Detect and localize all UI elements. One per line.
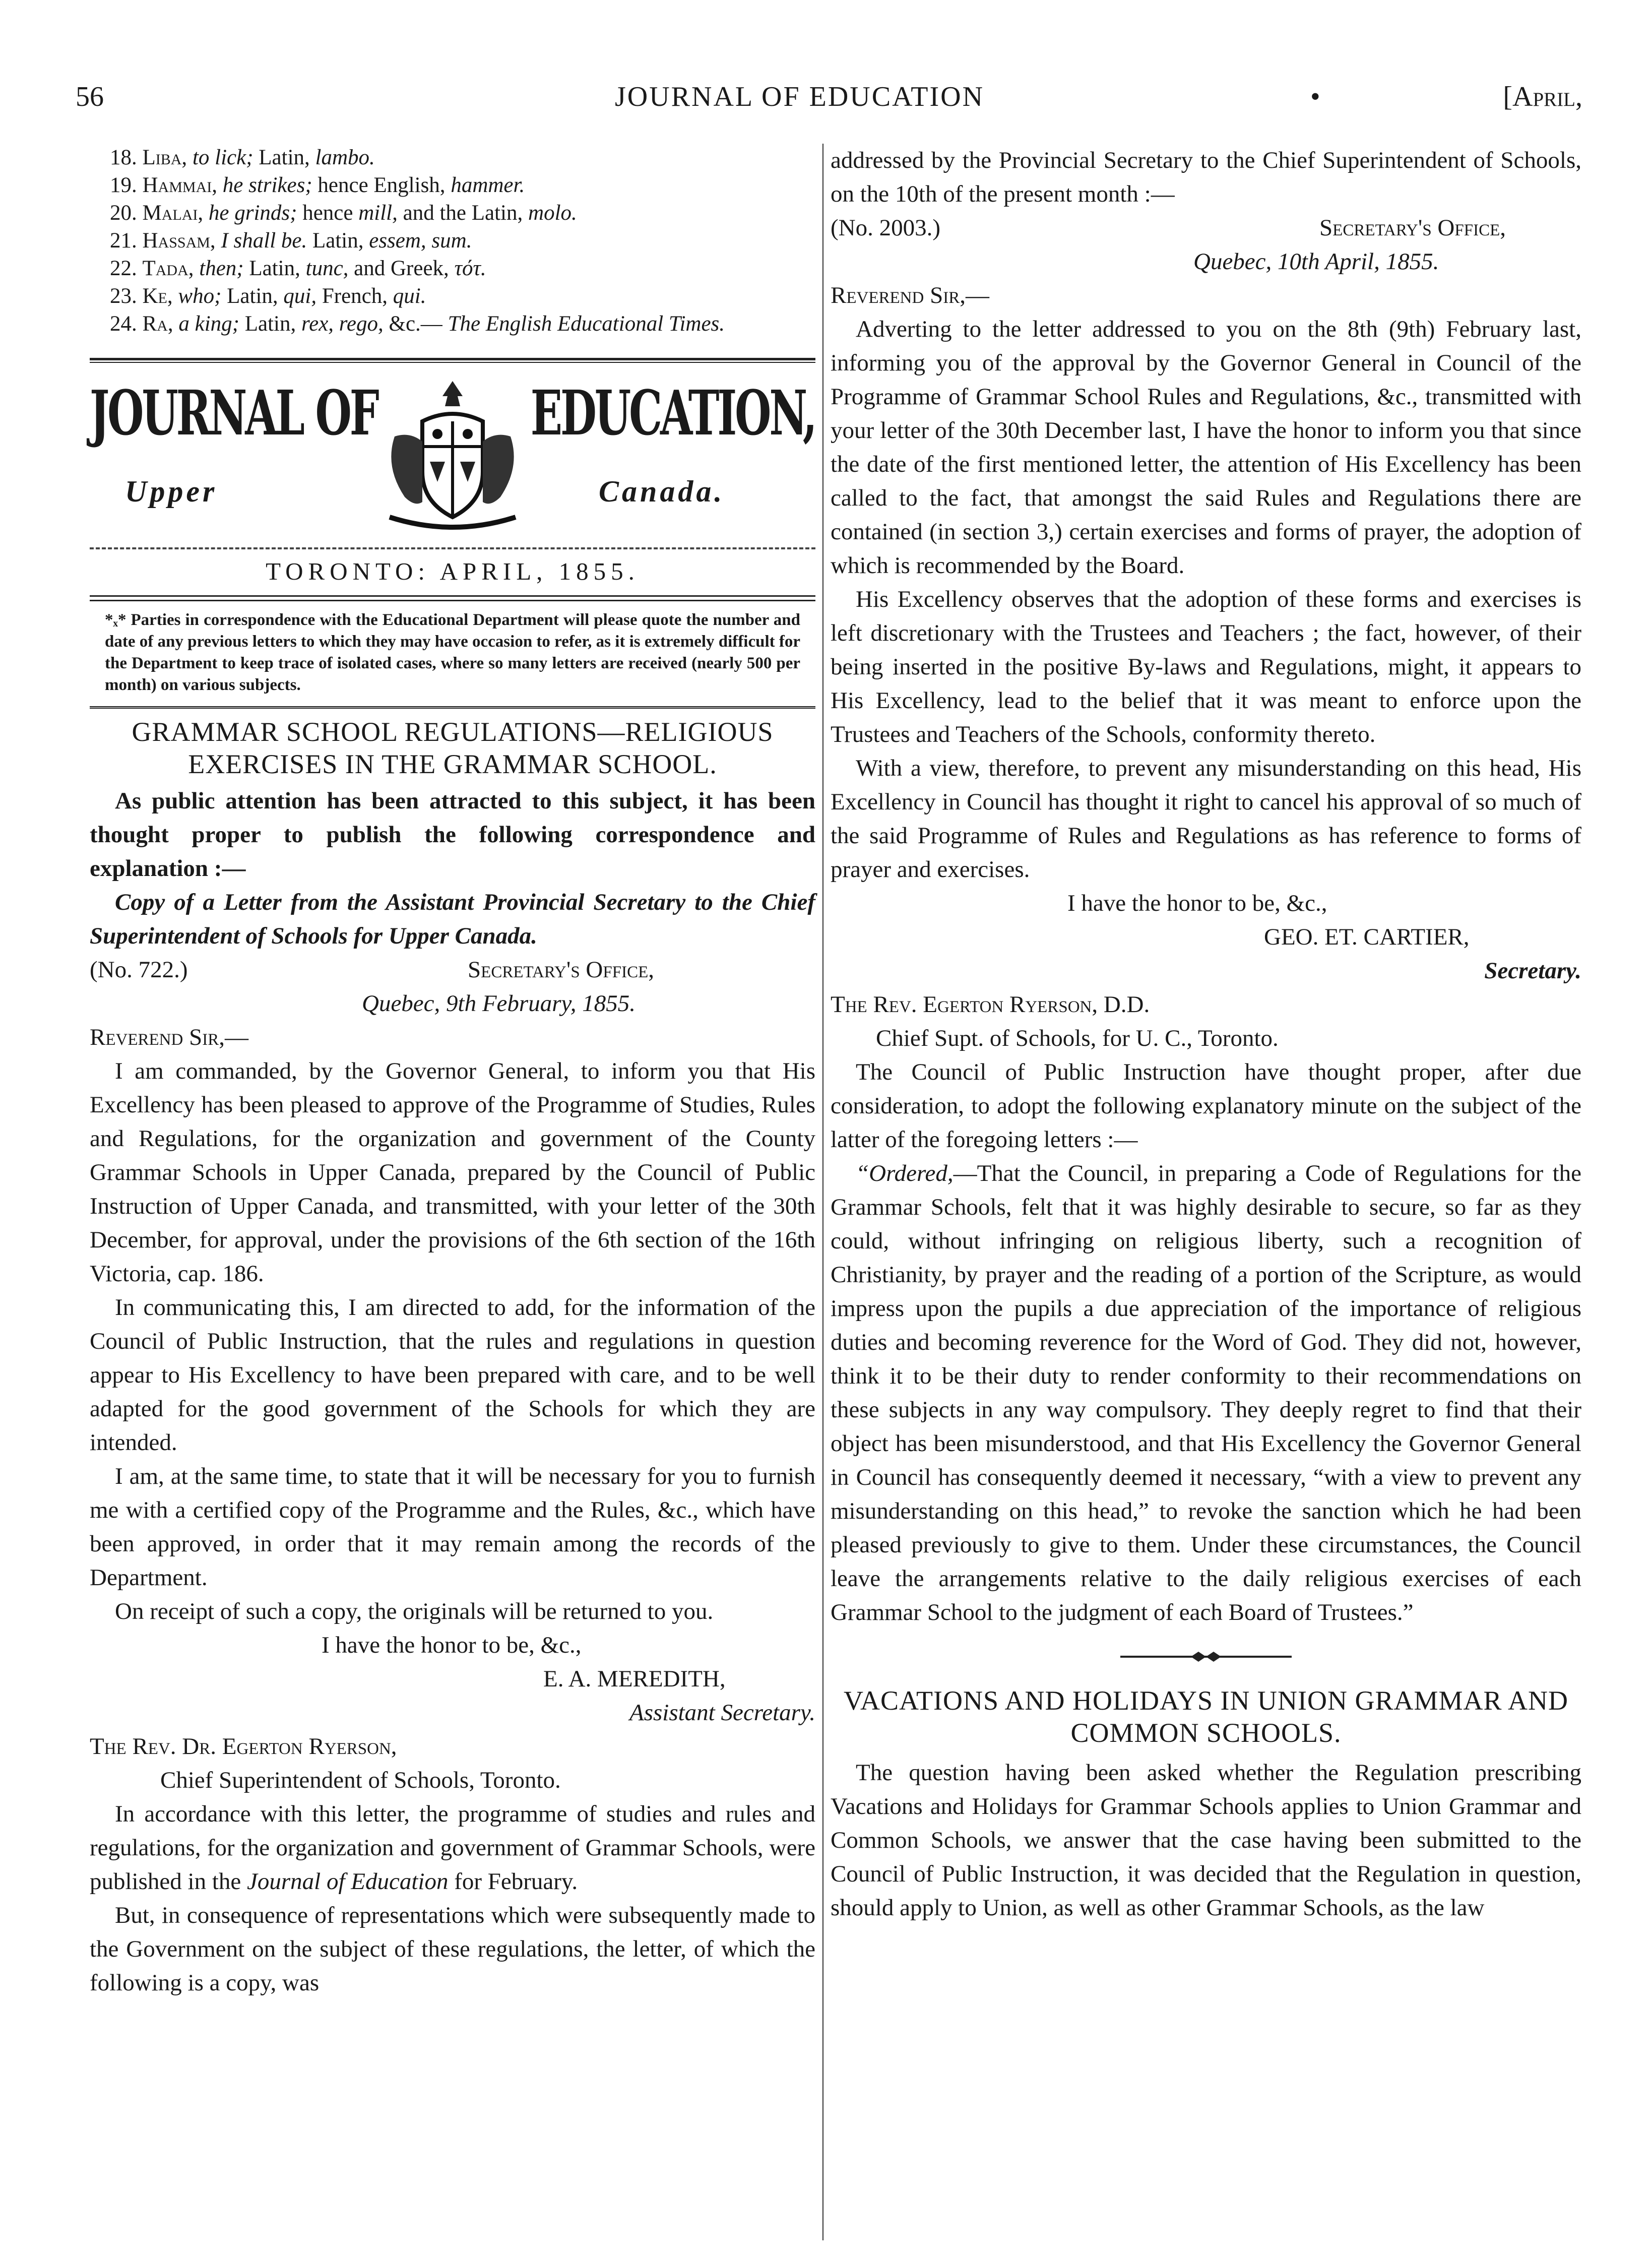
coat-of-arms-icon bbox=[374, 376, 531, 537]
running-header bbox=[76, 81, 1582, 121]
body-paragraph: In accordance with this letter, the programme of studies and rules and regulations, for the organization and government of Grammar Schools, were published in the Journal of Education for February. bbox=[90, 1801, 815, 1895]
minute-paragraph: “Ordered,—That the Council, in preparing a Code of Regulations for the Grammar Schools, felt that it was highly desirable to secure, so far as they could, without infringing on religious liberty, such a recognition of Christianity, by prayer and the reading of a portion of the Scripture, as would impress upon the pupils a due appreciation of the importance of religious duties and becoming reverence for the Word of God. They did not, however, think it to be their duty to render conformity to their recommendations on these subjects in any way compulsory. They deeply regret to find that their object has been misunderstood, and that His Excellency the Governor General in Council has consequently deemed it necessary, “with a view to prevent any misunderstanding on this head,” to revoke the sanction which he had been pleased previously to give to them. Under these circumstances, the Council leave the arrangements relative to the daily religious exercises of each Grammar School to the judgment of each Board of Trustees.” bbox=[831, 1160, 1581, 1625]
letter-paragraph: With a view, therefore, to prevent any misunderstanding on this head, His Excellency in Council has thought it right to cancel his approval of so much of the said Programme of Rules and Regulations as has reference to forms of prayer and exercises. bbox=[831, 755, 1581, 883]
article-heading: GRAMMAR SCHOOL REGULATIONS—RELIGIOUS EXERCISES IN THE GRAMMAR SCHOOL. bbox=[132, 717, 774, 779]
list-item: 22. Tada, then; Latin, tunc, and Greek, τότ. bbox=[110, 257, 486, 280]
addressee-title: Chief Supt. of Schools, for U. C., Toronto. bbox=[876, 1025, 1279, 1051]
signer-name: E. A. MEREDITH, bbox=[543, 1666, 726, 1692]
letter-reference bbox=[831, 211, 1581, 245]
closing-line: I have the honor to be, &c., bbox=[322, 1632, 582, 1658]
correspondence-notice: *ₓ* Parties in correspondence with the Educational Department will please quote the number and date of any previous letters to which they may have occasion to refer, as it is extremely difficult for the Department to keep trace of isolated cases, where so many letters are received (nearly 500 per month) on various subjects. bbox=[105, 611, 800, 694]
letter-number: (No. 722.) bbox=[90, 957, 188, 983]
etymology-list bbox=[90, 144, 815, 338]
ornament-rule bbox=[831, 1639, 1581, 1672]
salutation: Reverend Sir,— bbox=[90, 1024, 248, 1050]
place-date: Quebec, 9th February, 1855. bbox=[362, 990, 636, 1017]
letter-paragraph: I am, at the same time, to state that it will be necessary for you to furnish me with a certified copy of the Programme and the Rules, &c., which have been approved, in order that it may remain among the records of the Department. bbox=[90, 1463, 815, 1591]
letter-paragraph: Adverting to the letter addressed to you on the 8th (9th) February last, informing you of the approval by the Governor General in Council of the Programme of Grammar School Rules and Regulations, &c., transmitted with your letter of the 30th December last, I have the honor to inform you that since the date of the first mentioned letter, the attention of His Excellency has been called to the fact, that amongst the said Rules and Regulations there are contained (in section 3,) certain exercises and forms of prayer, the adoption of which is recommended by the Board. bbox=[831, 316, 1581, 579]
body-paragraph: The question having been asked whether the Regulation prescribing Vacations and Holidays for Grammar Schools applies to Union Grammar and Common Schools, we answer that the case having been submitted to the Council of Public Instruction, it was decided that the Regulation in question, should apply to Union, as well as other Grammar Schools, as the law bbox=[831, 1760, 1581, 1921]
signer-title: Secretary. bbox=[1484, 958, 1581, 984]
column-rule bbox=[822, 144, 823, 2240]
masthead-rule-thin bbox=[90, 362, 815, 363]
masthead-title-left: JOURNAL OF bbox=[90, 377, 377, 449]
place-date: Quebec, 10th April, 1855. bbox=[1193, 248, 1439, 275]
article-heading: VACATIONS AND HOLIDAYS IN UNION GRAMMAR AND COMMON SCHOOLS. bbox=[843, 1685, 1569, 1748]
addressee-name: The Rev. Dr. Egerton Ryerson, bbox=[90, 1733, 397, 1760]
body-paragraph: addressed by the Provincial Secretary to the Chief Superintendent of Schools, on the 10th of the present month :— bbox=[831, 147, 1581, 207]
masthead bbox=[90, 376, 815, 542]
intro-paragraph: As public attention has been attracted to this subject, it has been thought proper to publish the following correspondence and explanation :— bbox=[90, 788, 815, 882]
letter-paragraph: On receipt of such a copy, the originals will be returned to you. bbox=[115, 1598, 714, 1624]
salutation: Reverend Sir,— bbox=[831, 282, 989, 308]
header-mark: • bbox=[1310, 81, 1320, 112]
section-rule bbox=[90, 706, 815, 709]
double-rule bbox=[90, 595, 815, 601]
masthead-subtitle-left: Upper bbox=[125, 475, 218, 508]
letter-paragraph: His Excellency observes that the adoption of these forms and exercises is left discretionary with the Trustees and Teachers ; the fact, however, of their being inserted in the positive By-laws and Regulations, might, it appears to His Excellency, lead to the belief that it was meant to enforce upon the Trustees and Teachers of the Schools, conformity thereto. bbox=[831, 586, 1581, 747]
running-title: JOURNAL OF EDUCATION bbox=[615, 81, 985, 112]
masthead-rule bbox=[90, 358, 815, 360]
list-item: 24. Ra, a king; Latin, rex, rego, &c.— The English Educational Times. bbox=[110, 312, 725, 336]
office-line: Secretary's Office, bbox=[468, 957, 654, 983]
masthead-subtitle-right: Canada. bbox=[599, 475, 725, 508]
closing-line: I have the honor to be, &c., bbox=[1067, 890, 1327, 916]
list-item: 21. Hassam, I shall be. Latin, essem, sum. bbox=[110, 229, 472, 253]
letter-number: (No. 2003.) bbox=[831, 215, 940, 241]
addressee-name: The Rev. Egerton Ryerson, D.D. bbox=[831, 991, 1150, 1018]
letter-reference bbox=[90, 953, 815, 987]
signer-title: Assistant Secretary. bbox=[629, 1700, 815, 1726]
addressee-title: Chief Superintendent of Schools, Toronto. bbox=[160, 1767, 561, 1793]
signer-name: GEO. ET. CARTIER, bbox=[1264, 924, 1470, 950]
letter-title: Copy of a Letter from the Assistant Provincial Secretary to the Chief Superintendent of Schools for Upper Canada. bbox=[90, 889, 815, 949]
letter-paragraph: In communicating this, I am directed to add, for the information of the Council of Public Instruction, that the rules and regulations in question appear to His Excellency to have been prepared with care, and to be well adapted for the good government of the Schools for which they are intended. bbox=[90, 1294, 815, 1456]
office-line: Secretary's Office, bbox=[1319, 215, 1506, 241]
page-number: 56 bbox=[76, 81, 104, 112]
body-paragraph: But, in consequence of representations which were subsequently made to the Government on the subject of these regulations, the letter, of which the following is a copy, was bbox=[90, 1902, 815, 1996]
letter-paragraph: I am commanded, by the Governor General, to inform you that His Excellency has been pleased to approve of the Programme of Studies, Rules and Regulations, for the organization and government of the County Grammar Schools in Upper Canada, prepared by the Council of Public Instruction of Upper Canada, and transmitted, with your letter of the 30th December, for approval, under the provisions of the 6th section of the 16th Victoria, cap. 186. bbox=[90, 1058, 815, 1287]
list-item: 18. Liba, to lick; Latin, lambo. bbox=[110, 146, 375, 169]
left-column bbox=[90, 144, 815, 2000]
masthead-title-right: EDUCATION, bbox=[531, 377, 815, 449]
dashed-rule bbox=[90, 547, 815, 549]
body-paragraph: The Council of Public Instruction have thought proper, after due consideration, to adopt the following explanatory minute on the subject of the latter of the foregoing letters :— bbox=[831, 1059, 1581, 1153]
running-date: [April, bbox=[1503, 81, 1582, 112]
dateline: TORONTO: APRIL, 1855. bbox=[266, 557, 640, 585]
right-column bbox=[831, 144, 1581, 1925]
list-item: 19. Hammai, he strikes; hence English, hammer. bbox=[110, 173, 525, 197]
ornament-icon bbox=[1120, 1651, 1292, 1663]
list-item: 20. Malai, he grinds; hence mill, and the Latin, molo. bbox=[110, 201, 577, 225]
list-item: 23. Ke, who; Latin, qui, French, qui. bbox=[110, 284, 426, 308]
